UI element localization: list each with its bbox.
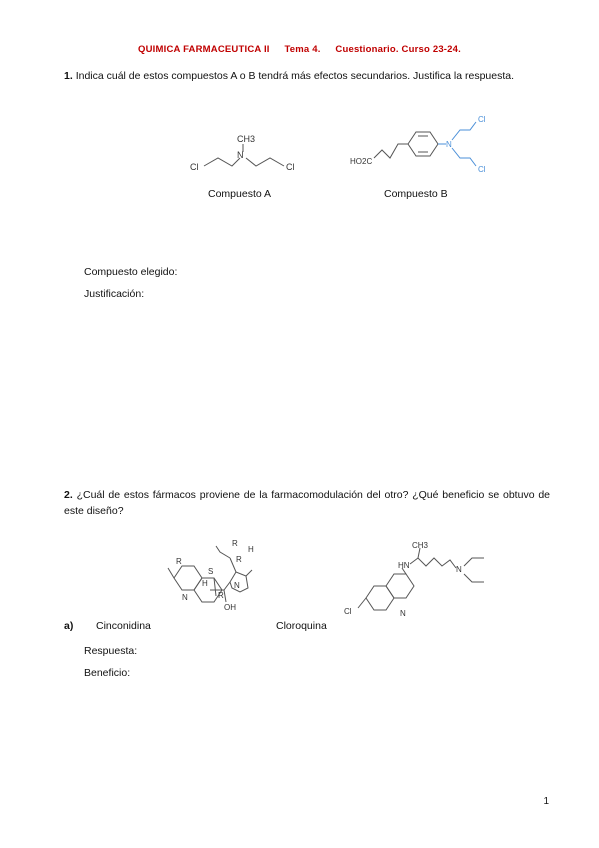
topic-title: Tema 4. bbox=[284, 44, 321, 55]
compound-a-structure bbox=[180, 128, 310, 180]
option-a-marker: a) bbox=[64, 620, 74, 632]
question-1-number: 1. bbox=[64, 70, 73, 82]
mol-q-methyl: CH3 bbox=[412, 541, 429, 550]
mol-c-n1: N bbox=[182, 593, 188, 602]
answer-label: Respuesta: bbox=[84, 645, 138, 657]
mol-q-n-ring: N bbox=[400, 609, 406, 618]
question-1-text: Indica cuál de estos compuestos A o B tendrá más efectos secundarios. Justifica la respuesta. bbox=[75, 70, 515, 82]
compound-a-label: Compuesto A bbox=[208, 188, 272, 200]
question-1 bbox=[64, 68, 550, 84]
question-2-text: ¿Cuál de estos fármacos proviene de la farmacomodulación del otro? ¿Qué beneficio se obtuvo de este diseño? bbox=[64, 489, 551, 517]
quiz-title: Cuestionario. Curso 23-24. bbox=[335, 44, 461, 55]
chloroquine-structure bbox=[340, 540, 510, 620]
mol-c-r4: R bbox=[232, 539, 238, 548]
mol-q-n: N bbox=[456, 565, 462, 574]
mol-a-cl-right: Cl bbox=[286, 162, 295, 172]
mol-c-r2: R bbox=[218, 591, 224, 600]
justification-label: Justificación: bbox=[84, 288, 145, 300]
mol-a-n: N bbox=[237, 150, 244, 160]
cinchonidine-structure bbox=[160, 532, 270, 628]
question-2 bbox=[64, 487, 550, 519]
drug-left-label: Cinconidina bbox=[96, 620, 151, 632]
chosen-compound-label: Compuesto elegido: bbox=[84, 266, 178, 278]
page-header bbox=[0, 44, 599, 55]
mol-b-cl-bottom: Cl bbox=[478, 165, 486, 174]
mol-a-cl-left: Cl bbox=[190, 162, 199, 172]
question-2-number: 2. bbox=[64, 489, 73, 501]
benefit-label: Beneficio: bbox=[84, 667, 131, 679]
mol-c-oh: OH bbox=[224, 603, 236, 612]
mol-c-r3: R bbox=[236, 555, 242, 564]
mol-c-s: S bbox=[208, 567, 214, 576]
mol-b-n: N bbox=[446, 140, 452, 149]
mol-a-methyl: CH3 bbox=[237, 134, 256, 144]
mol-b-acid: HO2C bbox=[350, 157, 373, 166]
compound-b-label: Compuesto B bbox=[384, 188, 448, 200]
mol-q-cl: Cl bbox=[344, 607, 352, 616]
page-number: 1 bbox=[543, 796, 549, 807]
mol-c-r1: R bbox=[176, 557, 182, 566]
mol-q-hn: HN bbox=[398, 561, 410, 570]
mol-b-cl-top: Cl bbox=[478, 115, 486, 124]
course-title: QUIMICA FARMACEUTICA II bbox=[138, 44, 270, 55]
compound-b-structure bbox=[344, 110, 504, 180]
mol-c-h2: H bbox=[248, 545, 254, 554]
mol-c-h1: H bbox=[202, 579, 208, 588]
mol-c-n2: N bbox=[234, 581, 240, 590]
drug-right-label: Cloroquina bbox=[276, 620, 327, 632]
